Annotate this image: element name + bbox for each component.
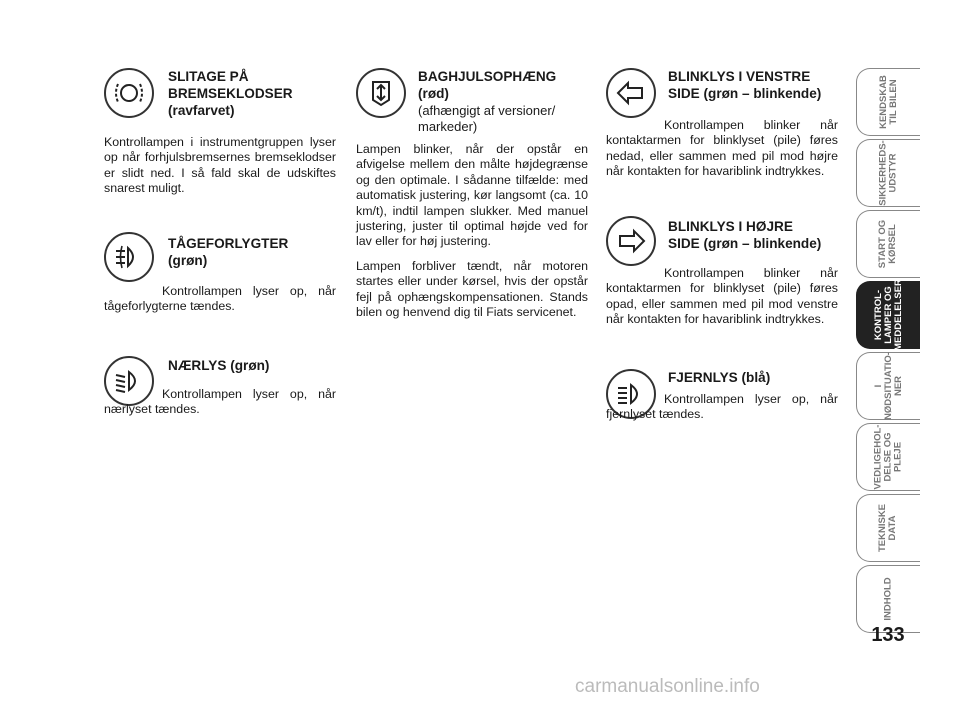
front-fog-body: Kontrollampen lyser op, når tågeforlygterne tændes. xyxy=(104,284,336,314)
right-indicator-body: Kontrollampen blinker når kontaktarmen for blinklyset (pile) føres opad, eller sammen med pil mod venstre når kontakten for havariblink indtrykkes. xyxy=(606,266,838,327)
main-beam-body: Kontrollampen lyser op, når fjernlyset tændes. xyxy=(606,392,838,422)
tab-noedsituationer[interactable]: I NØDSITUATIO- NER xyxy=(856,352,920,420)
tab-kendskab[interactable]: KENDSKAB TIL BILEN xyxy=(856,68,920,136)
brake-wear-title: SLITAGE PÅ BREMSEKLODSER (ravfarvet) xyxy=(168,69,293,118)
rear-suspension-subtitle: (afhængigt af versioner/ markeder) xyxy=(418,103,556,134)
main-beam-title: FJERNLYS (blå) xyxy=(668,370,771,385)
watermark: carmanualsonline.info xyxy=(575,676,760,697)
tab-start-og-koersel[interactable]: START OG KØRSEL xyxy=(856,210,920,278)
left-indicator-icon xyxy=(606,68,656,118)
dipped-beam-body: Kontrollampen lyser op, når nærlyset tændes. xyxy=(104,387,336,417)
brake-wear-body: Kontrollampen i instrumentgruppen lyser op når forhjulsbremsernes bremseklodser er slidt ned. I så fald skal de udskiftes snarest muligt. xyxy=(104,135,336,196)
rear-suspension-p1: Lampen blinker, når der opstår en afvigelse mellem den målte højdegrænse og den optimale. I sådanne tilfælde: med automatisk justering, kør langsomt (ca. 10 km/t), indtil lampen slukker. Med manuel justering, juster til optimal højde ved for lav eller for høj justering. xyxy=(356,142,588,249)
tab-kontrollamper[interactable]: KONTROL- LAMPER OG MEDDELELSER xyxy=(856,281,920,349)
tab-sikkerhedsudstyr[interactable]: SIKKERHEDS- UDSTYR xyxy=(856,139,920,207)
tab-vedligeholdelse[interactable]: VEDLIGEHOL- DELSE OG PLEJE xyxy=(856,423,920,491)
rear-suspension-title: BAGHJULSOPHÆNG (rød) xyxy=(418,69,557,101)
tab-indhold[interactable]: INDHOLD xyxy=(856,565,920,633)
front-fog-icon xyxy=(104,232,154,282)
brake-wear-icon xyxy=(104,68,154,118)
front-fog-title: TÅGEFORLYGTER (grøn) xyxy=(168,236,289,268)
dipped-beam-title: NÆRLYS (grøn) xyxy=(168,358,270,373)
left-indicator-title: BLINKLYS I VENSTRE SIDE (grøn – blinkende) xyxy=(668,69,822,101)
left-indicator-body: Kontrollampen blinker når kontaktarmen for blinklyset (pile) føres nedad, eller sammen med pil mod højre når kontakten for havariblink indtrykkes. xyxy=(606,118,838,179)
page-number: 133 xyxy=(871,624,905,646)
rear-suspension-body xyxy=(356,142,588,329)
tab-tekniske-data[interactable]: TEKNISKE DATA xyxy=(856,494,920,562)
right-indicator-title: BLINKLYS I HØJRE SIDE (grøn – blinkende) xyxy=(668,219,822,251)
rear-suspension-icon xyxy=(356,68,406,118)
rear-suspension-p2: Lampen forbliver tændt, når motoren startes eller under kørsel, hvis der opstår fejl på ophængskompensationen. Stands bilen og henvend dig til Fiats servicenet. xyxy=(356,258,588,320)
right-indicator-icon xyxy=(606,216,656,266)
